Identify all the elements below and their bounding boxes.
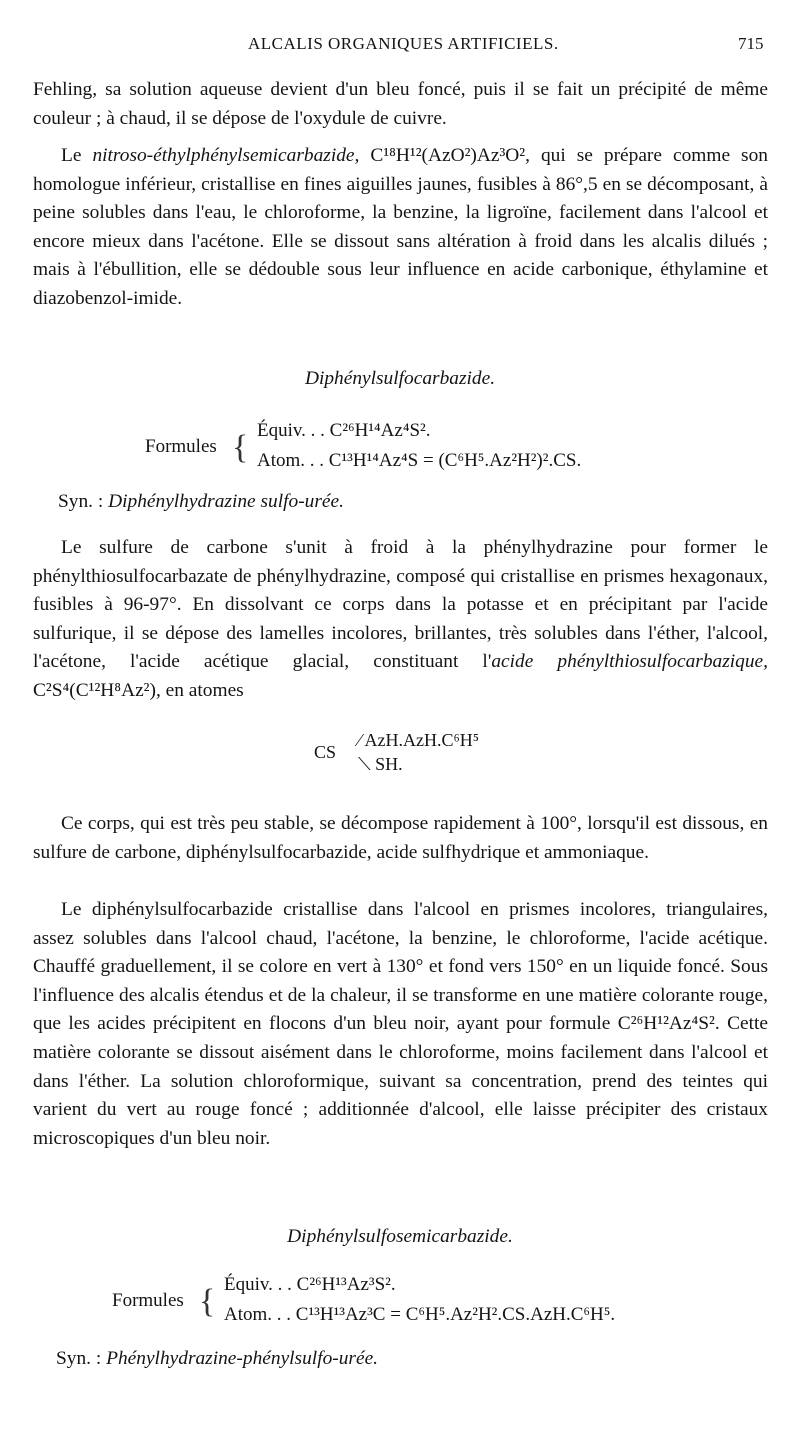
formula-block-2 — [112, 1274, 732, 1334]
p3-body: Le sulfure de carbone s'unit à froid à la phénylhydrazine pour former le phénylthiosulfocarbazate de phénylhydrazine, composé qui cristallise en prismes hexagonaux, fusibles à 96-97°. En dissolvant ce corps dans la potasse et en précipitant par l'acide sulfurique, il se dépose des lamelles incolores, brillantes, très solubles dans l'éther, l'alcool, l'acétone, l'acide acétique glacial, constituant l' — [33, 537, 768, 673]
page-number: 715 — [738, 34, 764, 53]
compound-formula: C¹⁸H¹²(AzO²)Az³O², — [359, 145, 541, 166]
formules-label: Formules — [112, 1290, 184, 1311]
page-header — [0, 34, 800, 60]
p2-body: qui se prépare comme son homologue inférieur, cristallise en fines aiguilles jaunes, fusibles à 86°,5 en se décomposant, à peine solubles dans l'eau, le chloroforme, la benzine, la ligroïne, facilement dans l'alcool et encore mieux dans l'acétone. Elle se dissout sans altération à froid dans les alcalis dilués ; mais à l'ébullition, elle se dédouble sous leur influence en acide carbonique, éthylamine et diazobenzol-imide. — [33, 145, 768, 309]
compound-name: nitroso-éthylphénylsemicarbazide, — [92, 145, 360, 166]
formula-atom: Atom. . . C¹³H¹³Az³C = C⁶H⁵.Az²H².CS.AzH.C⁶H⁵. — [224, 1304, 616, 1325]
formules-label: Formules — [145, 436, 217, 457]
brace-icon: { — [232, 429, 249, 466]
paragraph-5: Le diphénylsulfocarbazide cristallise dans l'alcool en prismes incolores, triangulaires, assez solubles dans l'alcool chaud, l'acétone, la benzine, le chloroforme, l'acide acétique. Chauffé graduellement, il se colore en vert à 130° et fond vers 150° en un liquide foncé. Sous l'influence des alcalis étendus et de la chaleur, il se transforme en une matière colorante rouge, que les acides précipitent en flocons d'un bleu noir, ayant pour formule C²⁶H¹²Az⁴S². Cette matière colorante se dissout aisément dans le chloroforme, moins facilement dans l'alcool et dans l'éther. La solution chloroformique, suivant sa concentration, prend des teintes qui varient du vert au rouge foncé ; additionnée d'alcool, elle laisse précipiter des cristaux microscopiques d'un bleu noir. — [33, 899, 768, 1149]
paragraph-3 — [33, 534, 768, 706]
structure-upper: ⁄ AzH.AzH.C⁶H⁵ — [358, 730, 480, 750]
syn-label: Syn. : — [56, 1348, 107, 1369]
synonym-2 — [56, 1348, 378, 1370]
structure-lower: ⟍ SH. — [358, 754, 403, 774]
syn-value: Diphénylhydrazine sulfo-urée. — [108, 491, 344, 512]
section-title-1: Diphénylsulfocarbazide. — [304, 368, 496, 389]
acid-name: acide phénylthiosulfocarbazique, — [491, 651, 769, 673]
paragraph-4: Ce corps, qui est très peu stable, se décompose rapidement à 100°, lorsqu'il est dissous, en sulfure de carbone, diphénylsulfocarbazide, acide sulfhydrique et ammoniaque. — [33, 813, 768, 863]
p2-lead: Le — [61, 145, 93, 166]
section-title-2: Diphénylsulfosemicarbazide. — [287, 1226, 513, 1247]
running-title: ALCALIS ORGANIQUES ARTIFICIELS. — [248, 34, 559, 53]
structure-cs: CS — [314, 742, 337, 762]
syn-value: Phénylhydrazine-phénylsulfo-urée. — [106, 1348, 379, 1369]
structure-formula — [314, 730, 534, 786]
formula-block-1 — [145, 420, 765, 480]
syn-label: Syn. : — [58, 491, 109, 512]
paragraph-1: Fehling, sa solution aqueuse devient d'un bleu foncé, puis il se fait un précipité de même couleur ; à chaud, il se dépose de l'oxydule de cuivre. — [33, 79, 768, 129]
synonym-1 — [58, 491, 344, 513]
formula-equiv: Équiv. . . C²⁶H¹⁴Az⁴S². — [257, 420, 431, 441]
formula-atom: Atom. . . C¹³H¹⁴Az⁴S = (C⁶H⁵.Az²H²)².CS. — [257, 450, 582, 471]
formula-equiv: Équiv. . . C²⁶H¹³Az³S². — [224, 1274, 396, 1295]
brace-icon: { — [199, 1283, 216, 1320]
p3-tail: C²S⁴(C¹²H⁸Az²), en atomes — [33, 679, 244, 701]
paragraph-2 — [33, 142, 768, 314]
